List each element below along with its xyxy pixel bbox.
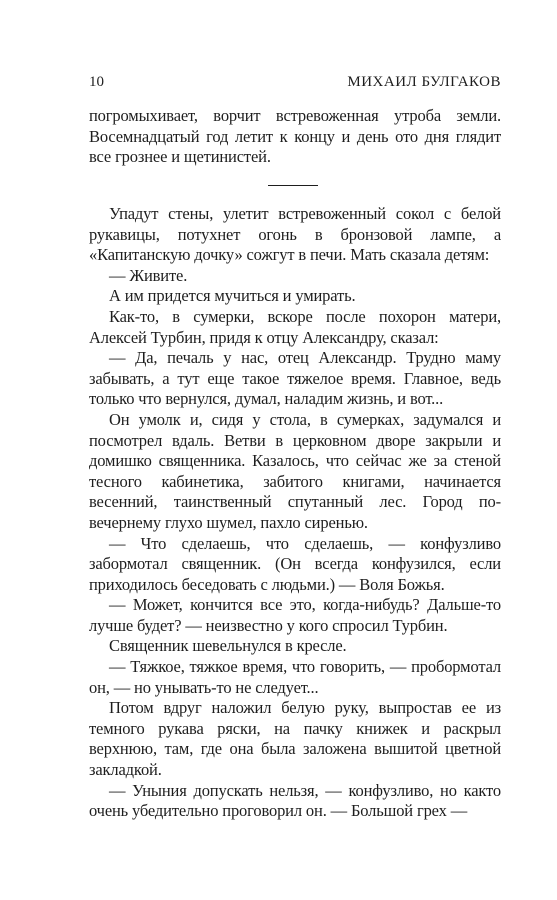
paragraph: Он умолк и, сидя у стола, в сумерках, задумался и посмотрел вдаль. Ветви в церковном дворе закрыли и домишко священника. Казалось, что сейчас же за стеной тесного кабинетика, забитого книгами, начинается весенний, таинственный спутанный лес. Город по-вечернему глухо шумел, пахло сиренью. xyxy=(89,409,501,532)
paragraph: Священник шевельнулся в кресле. xyxy=(109,636,347,656)
running-head: МИХАИЛ БУЛГАКОВ xyxy=(347,74,501,90)
body-text xyxy=(89,204,501,822)
page-header xyxy=(89,74,501,96)
section-divider xyxy=(268,185,318,186)
paragraph: — Может, кончится все это, когда-нибудь? Дальше-то лучше будет? — неизвестно у кого спросил Турбин. xyxy=(89,595,501,635)
paragraph: Как-то, в сумерки, вскоре после похорон матери, Алексей Турбин, придя к отцу Александру, сказал: xyxy=(89,306,501,347)
paragraph: — Что сделаешь, что сделаешь, — конфузливо забормотал священник. (Он всегда конфузился, если приходилось беседовать с людьми.) — Воля Божья. xyxy=(89,533,501,594)
paragraph: Упадут стены, улетит встревоженный сокол с белой рукавицы, потухнет огонь в бронзовой лампе, а «Капитанскую дочку» сожгут в печи. Мать сказала детям: xyxy=(89,204,501,265)
continuation-text xyxy=(89,106,501,168)
paragraph: — Да, печаль у нас, отец Александр. Трудно маму забывать, а тут еще такое тяжелое время. Главное, ведь только что вернулся, думал, наладим жизнь, и вот... xyxy=(89,348,501,409)
paragraph: — Тяжкое, тяжкое время, что говорить, — пробормотал он, — но унывать-то не следует... xyxy=(89,657,501,697)
paragraph: Потом вдруг наложил белую руку, выпростав ее из темного рукава ряски, на пачку книжек и раскрыл верхнюю, там, где она была заложена вышитой цветной закладкой. xyxy=(89,698,501,780)
paragraph: — Уныния допускать нельзя, — конфузливо, но както очень убедительно проговорил он. — Большой грех — xyxy=(89,780,501,821)
paragraph: — Живите. xyxy=(109,265,188,285)
paragraph: А им придется мучиться и умирать. xyxy=(109,286,356,306)
paragraph: погромыхивает, ворчит встревоженная утроба земли. Восемнадцатый год летит к концу и день ото дня глядит все грознее и щетинистей. xyxy=(89,106,501,167)
page-number: 10 xyxy=(89,74,104,90)
